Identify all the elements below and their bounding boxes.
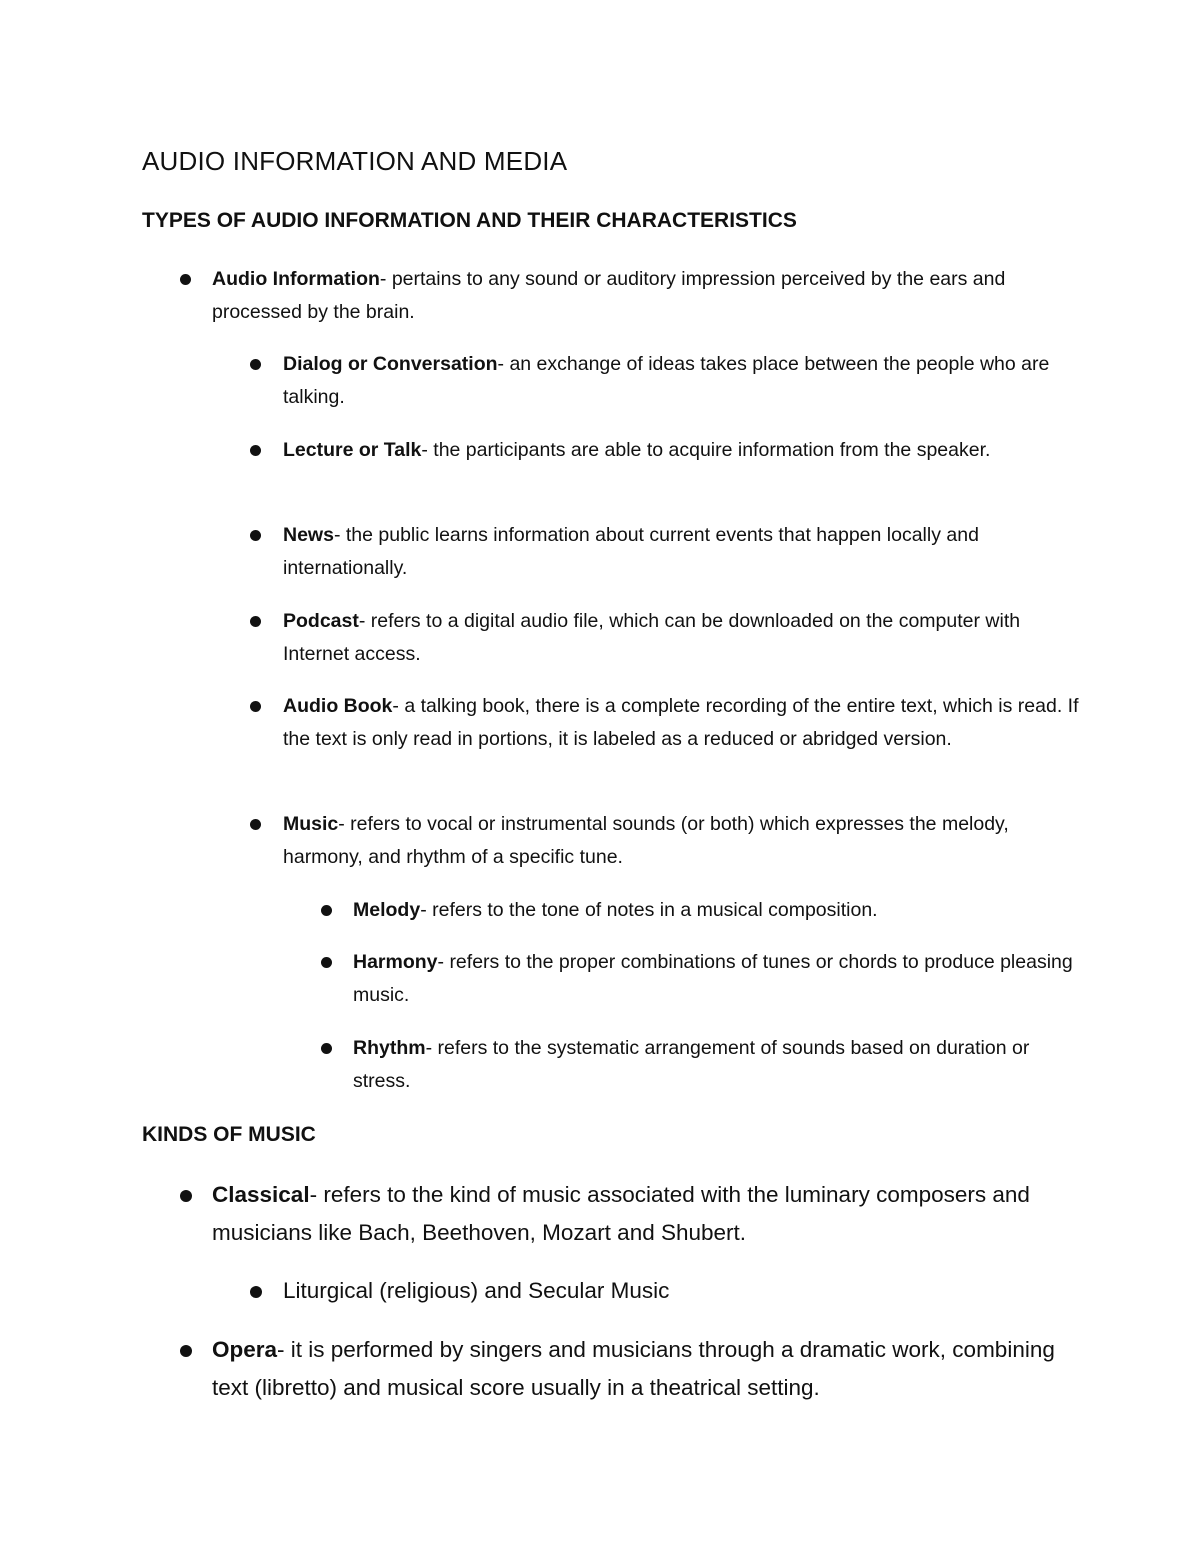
section-heading-audio-types: TYPES OF AUDIO INFORMATION AND THEIR CHARACTERISTICS	[142, 209, 797, 232]
definition: - a talking book, there is a complete recording of the entire text, which is read. If the text is only read in portions, it is labeled as a reduced or abridged version.	[283, 695, 1079, 750]
list-item	[353, 894, 1073, 927]
bullet-icon	[250, 616, 261, 627]
definition: - refers to the kind of music associated with the luminary composers and musicians like Bach, Beethoven, Mozart and Shubert.	[212, 1182, 1030, 1245]
definition: - pertains to any sound or auditory impression perceived by the ears and processed by the brain.	[212, 268, 1006, 323]
term: Opera	[212, 1337, 278, 1362]
term: Melody	[353, 899, 421, 921]
term: News	[283, 524, 334, 546]
list-item	[283, 519, 1083, 585]
term: Music	[283, 813, 339, 835]
term: Audio Information	[212, 268, 380, 290]
bullet-icon	[321, 905, 332, 916]
bullet-icon	[250, 359, 261, 370]
definition: - refers to the systematic arrangement of sounds based on duration or stress.	[353, 1037, 1030, 1092]
bullet-icon	[180, 1190, 192, 1202]
list-item	[212, 1331, 1092, 1407]
definition: - refers to vocal or instrumental sounds (or both) which expresses the melody, harmony, and rhythm of a specific tune.	[283, 813, 1009, 868]
bullet-icon	[321, 1043, 332, 1054]
definition: - an exchange of ideas takes place between the people who are talking.	[283, 353, 1050, 408]
section-heading-kinds-of-music: KINDS OF MUSIC	[142, 1123, 316, 1146]
document-title: AUDIO INFORMATION AND MEDIA	[142, 146, 568, 176]
definition: - refers to the proper combinations of tunes or chords to produce pleasing music.	[353, 951, 1073, 1006]
list-item	[283, 434, 1083, 467]
list-item	[353, 946, 1073, 1012]
list-item	[283, 605, 1083, 671]
term: Podcast	[283, 610, 359, 632]
list-item	[283, 690, 1083, 756]
list-item	[353, 1032, 1073, 1098]
definition: - refers to a digital audio file, which can be downloaded on the computer with Internet access.	[283, 610, 1021, 665]
bullet-icon	[321, 957, 332, 968]
term: Rhythm	[353, 1037, 426, 1059]
bullet-icon	[250, 701, 261, 712]
term: Audio Book	[283, 695, 393, 717]
list-item	[212, 1176, 1092, 1252]
bullet-icon	[250, 530, 261, 541]
definition: - it is performed by singers and musicians through a dramatic work, combining text (libretto) and musical score usually in a theatrical setting.	[212, 1337, 1055, 1400]
definition: - the public learns information about current events that happen locally and internationally.	[283, 524, 979, 579]
bullet-icon	[180, 274, 191, 285]
list-item	[212, 263, 1092, 329]
bullet-icon	[250, 819, 261, 830]
bullet-icon	[180, 1345, 192, 1357]
term: Harmony	[353, 951, 438, 973]
list-item	[283, 808, 1083, 874]
list-item	[283, 1272, 1083, 1310]
list-item	[283, 348, 1083, 414]
definition: Liturgical (religious) and Secular Music	[283, 1278, 670, 1303]
term: Classical	[212, 1182, 310, 1207]
bullet-icon	[250, 1286, 262, 1298]
term: Lecture or Talk	[283, 439, 422, 461]
definition: - the participants are able to acquire information from the speaker.	[421, 439, 991, 461]
bullet-icon	[250, 445, 261, 456]
term: Dialog or Conversation	[283, 353, 498, 375]
definition: - refers to the tone of notes in a musical composition.	[420, 899, 878, 921]
